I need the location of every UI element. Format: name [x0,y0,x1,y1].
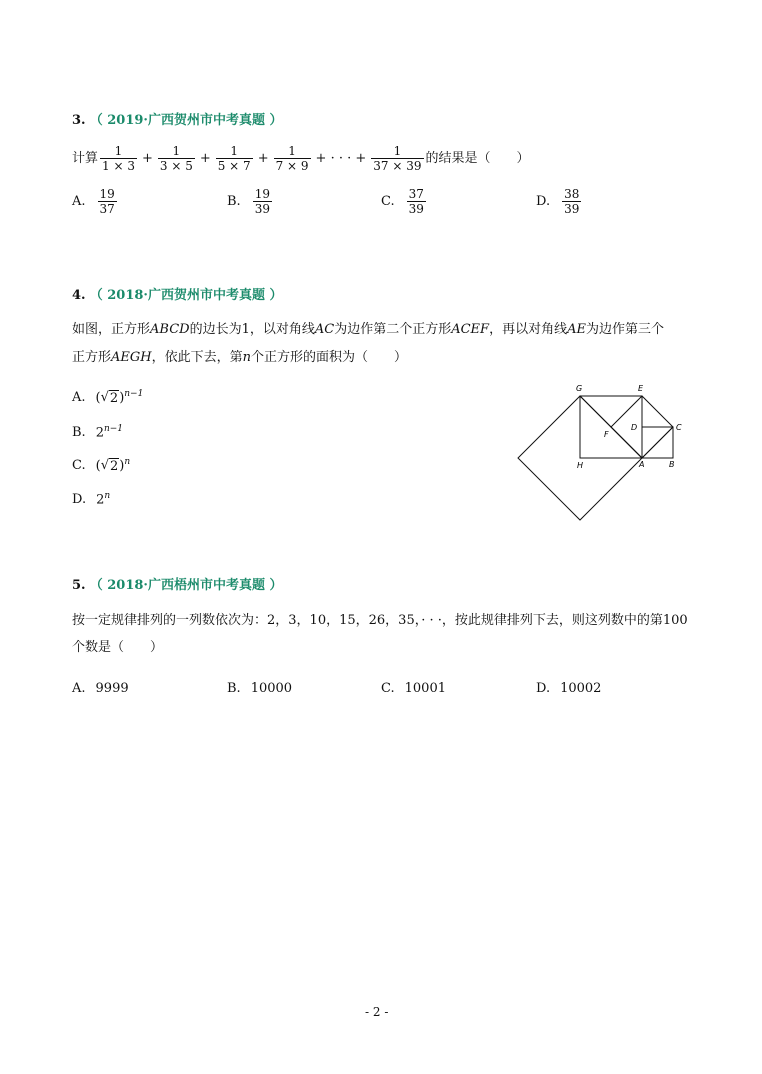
q5-heading [72,574,282,593]
q5-option-c[interactable] [381,681,446,696]
exponent: n [104,491,111,501]
sqrt: √ 2 [100,390,119,407]
option-fraction [98,187,117,216]
option-den: 39 [254,202,270,216]
q4-source: （ 2018·广西贺州市中考真题 ） [89,288,283,303]
q3-term-1-num: 1 [114,144,123,158]
option-num: 38 [564,187,580,201]
q3-term-2 [158,144,195,173]
q3-term-2-den: 3 × 5 [159,159,193,173]
option-label: A. [72,194,86,209]
q3-term-3-den: 5 × 7 [217,159,251,173]
q3-number: 3. [72,113,86,128]
text: 的边长为1，以对角线 [189,322,315,337]
option-value: 10000 [250,681,293,696]
q3-last-term-num: 1 [393,144,402,158]
option-label: B. [72,424,86,440]
option-label: C. [72,458,86,474]
math-ac: AC [314,322,335,337]
option-expression [96,424,123,440]
label-f: F [604,430,609,439]
sqrt: √ 2 [100,458,119,475]
math-n: n [242,350,252,365]
q4-number: 4. [72,288,86,303]
option-fraction [253,187,272,216]
text: 为边作第三个 [585,322,664,337]
plus-sign: + [257,150,269,166]
option-label: A. [72,681,86,696]
q4-stem-line-2 [72,348,407,368]
q3-source: （ 2019·广西贺州市中考真题 ） [89,113,283,128]
q3-term-4-num: 1 [288,144,296,158]
math-ae: AE [567,322,586,337]
math-aegh: AEGH [111,350,152,365]
diagonal-ac [642,427,673,458]
q3-option-b[interactable] [227,187,274,216]
q5-option-a[interactable] [72,681,129,696]
q4-option-d[interactable] [72,491,110,507]
q4-option-b[interactable] [72,424,123,440]
q3-stem-prefix: 计算 [72,150,99,166]
option-label: D. [536,681,551,696]
square-spiral-figure [510,378,700,523]
q3-stem [72,144,530,173]
option-fraction [407,187,426,216]
option-label: C. [381,681,395,696]
option-label: B. [227,194,241,209]
label-e: E [638,384,644,393]
option-value: 10002 [560,681,602,696]
q5-number: 5. [72,578,86,593]
q4-stem-line-1 [72,320,664,340]
exponent: n [124,457,131,467]
label-h: H [577,461,584,470]
option-expression: (√ 2 )$^{n-1}$ [95,389,144,407]
label-b: B [669,460,675,469]
label-d: D [631,423,638,432]
exponent: n−1 [103,424,124,434]
text: 为边作第二个正方形 [334,322,452,337]
option-value: 10001 [404,681,446,696]
option-label: C. [381,194,395,209]
option-den: 39 [564,202,580,216]
q5-option-b[interactable] [227,681,292,696]
option-num: 37 [408,187,424,201]
option-label: B. [227,681,241,696]
label-c: C [676,423,682,432]
q3-option-d[interactable] [536,187,583,216]
q5-option-d[interactable] [536,681,601,696]
label-a: A [639,460,645,469]
q3-heading [72,109,282,128]
radicand: 2 [109,391,119,407]
q5-stem-line-1: 按一定规律排列的一列数依次为：2，3，10，15，26，35，· · ·，按此规律排列下去，则这列数中的第100 [72,613,688,628]
q4-heading [72,284,282,303]
q3-term-4 [274,144,311,173]
option-label: D. [72,491,87,507]
option-den: 39 [408,202,424,216]
q4-option-a[interactable] [72,389,143,406]
base: 2 [95,425,104,441]
text: 个正方形的面积为（ ） [251,350,408,365]
option-fraction [562,187,581,216]
label-g: G [576,384,583,393]
text: ，再以对角线 [489,322,568,337]
plus-sign: + [199,150,211,166]
q3-term-3 [216,144,253,173]
exponent: n−1 [124,389,144,399]
text: ，依此下去，第 [151,350,243,365]
q3-term-1-den: 1 × 3 [102,159,135,173]
q4-option-c[interactable] [72,457,130,474]
q3-term-1 [100,144,137,173]
option-label: D. [536,194,551,209]
option-value: 9999 [95,681,129,696]
q3-stem-suffix: 的结果是（ ） [425,150,530,166]
math-acef: ACEF [451,322,490,337]
q3-term-4-den: 7 × 9 [275,159,309,173]
ellipsis: + · · · + [315,150,367,166]
math-abcd: ABCD [150,322,190,337]
radicand: 2 [110,459,119,475]
plus-sign: + [141,150,153,166]
option-num: 19 [254,187,270,201]
q3-option-c[interactable] [381,187,428,216]
text: 如图，正方形 [72,322,151,337]
q5-stem-line-2: 个数是（ ） [72,640,164,655]
base: 2 [96,492,105,508]
q3-option-a[interactable] [72,187,119,216]
option-label: A. [72,390,86,406]
page-number: - 2 - [365,1005,389,1019]
option-expression: (√ 2 )$^n$ [95,457,131,475]
option-expression [96,491,110,507]
option-num: 19 [99,187,115,201]
option-den: 37 [99,202,115,216]
text: 正方形 [72,350,112,365]
q3-term-2-num: 1 [172,144,181,158]
q3-term-3-num: 1 [230,144,239,158]
q3-last-term-den: 37 × 39 [373,159,422,173]
q5-source: （ 2018·广西梧州市中考真题 ） [89,578,283,593]
q3-last-term [371,144,423,173]
